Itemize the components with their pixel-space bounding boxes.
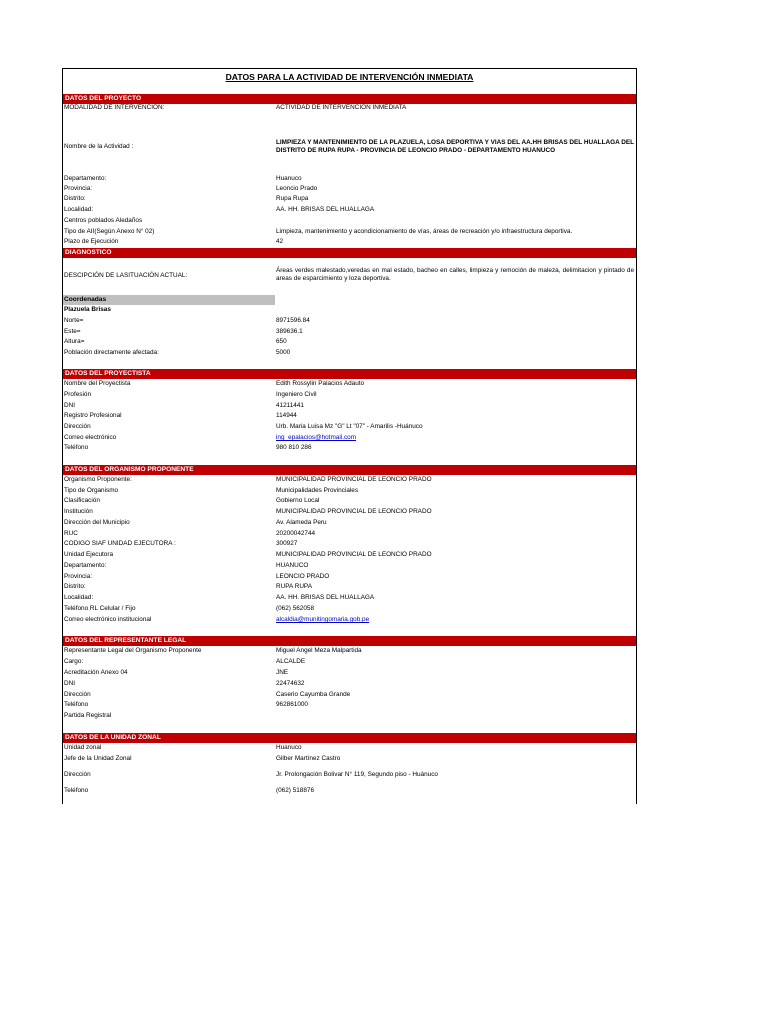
value-tipo-organismo: Municipalidades Provinciales <box>276 487 359 494</box>
value-tipo-aii: Limpieza, mantenimiento y acondicionamiento de vías, áreas de recreación y/o infraestructura deportiva. <box>276 228 573 235</box>
value-descripcion: Áreas verdes malestado,veredas en mal estado, bacheo en calles, limpieza y remoción de maleza, delimitacion y pintado de areas de esparcimiento y loza deportiva. <box>276 267 634 282</box>
email-link-proyectista[interactable]: ing_epalacios@hotmail.com <box>276 434 357 441</box>
label-unidad-direccion: Dirección <box>64 771 91 778</box>
form-sheet <box>62 68 637 804</box>
value-profesion: Ingeniero Civil <box>276 391 317 398</box>
label-org-telefono: Teléfono RL Celular / Fijo <box>64 605 136 612</box>
value-direccion-municipio: Av. Alameda Peru <box>276 519 327 526</box>
label-centros-poblados: Centros poblados Aledaños <box>64 217 143 224</box>
coordenadas-header: Coordenadas <box>63 295 275 305</box>
label-org-localidad: Localidad: <box>64 594 94 601</box>
label-provincia: Provincia: <box>64 185 93 192</box>
label-unidad-telefono: Teléfono <box>64 787 89 794</box>
section-header-proyectista: DATOS DEL PROYECTISTA <box>63 369 636 379</box>
label-unidad-ejecutora: Unidad Ejecutora <box>64 551 114 558</box>
label-rep-dni: DNI <box>64 680 76 687</box>
document-title: DATOS PARA LA ACTIVIDAD DE INTERVENCIÓN INMEDIATA <box>225 72 474 82</box>
value-institucion: MUNICIPALIDAD PROVINCIAL DE LEONCIO PRADO <box>276 508 432 515</box>
label-registro: Registro Profesional <box>64 412 122 419</box>
value-jefe-unidad: Gilber Martínez Castro <box>276 755 341 762</box>
label-organismo: Organismo Proponente: <box>64 476 132 483</box>
value-proyectista-direccion: Urb. Maria Luisa Mz "G" Lt "07" - Amarilis -Huánuco <box>276 423 423 430</box>
label-partida: Partida Registral <box>64 712 112 719</box>
label-este: Este= <box>64 328 81 335</box>
value-departamento: Huanuco <box>276 175 302 182</box>
value-distrito: Rupa Rupa <box>276 195 309 202</box>
label-descripcion: DESCIPCIÓN DE LASITUACIÓN ACTUAL: <box>64 272 188 279</box>
value-org-telefono: (062) 562058 <box>276 605 315 612</box>
value-org-provincia: LEONCIO PRADO <box>276 573 330 580</box>
label-tipo-aii: Tipo de AII(Según Anexo N° 02) <box>64 228 155 235</box>
label-profesion: Profesión <box>64 391 91 398</box>
section-header-proyecto: DATOS DEL PROYECTO <box>63 94 636 104</box>
value-organismo: MUNICIPALIDAD PROVINCIAL DE LEONCIO PRADO <box>276 476 432 483</box>
value-nombre-actividad: LIMPIEZA Y MANTENIMIENTO DE LA PLAZUELA, LOSA DEPORTIVA Y VIAS DEL AA.HH BRISAS DEL HUALLAGA DEL DISTRITO DE RUPA RUPA - PROVINCIA DE LEONCIO PRADO - DEPARTAMENTO HUANUCO <box>276 139 634 154</box>
label-proyectista-telefono: Teléfono <box>64 444 89 451</box>
section-header-representante: DATOS DEL REPRESENTANTE LEGAL <box>63 636 636 646</box>
label-org-correo: Correo electrónico institucional <box>64 616 152 623</box>
label-acreditacion: Acreditación Anexo 04 <box>64 669 128 676</box>
value-org-distrito: RUPA RUPA <box>276 583 312 590</box>
label-norte: Norte= <box>64 317 84 324</box>
label-poblacion: Población directamente afectada: <box>64 349 159 356</box>
value-poblacion: 5000 <box>276 349 291 356</box>
section-header-organismo: DATOS DEL ORGANISMO PROPONENTE <box>63 465 636 475</box>
label-jefe-unidad: Jefe de la Unidad Zonal <box>64 755 132 762</box>
value-org-departamento: HUANUCO <box>276 562 309 569</box>
label-proyectista-dni: DNI <box>64 402 76 409</box>
label-rep-telefono: Teléfono <box>64 701 89 708</box>
label-localidad: Localidad: <box>64 206 94 213</box>
label-direccion-municipio: Dirección del Municipio <box>64 519 130 526</box>
label-cargo: Cargo: <box>64 658 84 665</box>
value-clasificacion: Gobierno Local <box>276 497 320 504</box>
label-plazuela: Plazuela Brisas <box>64 306 111 313</box>
value-localidad: AA. HH. BRISAS DEL HUALLAGA <box>276 206 375 213</box>
label-representante: Representante Legal del Organismo Proponente <box>64 647 202 654</box>
section-header-unidad-zonal: DATOS DE LA UNIDAD ZONAL <box>63 733 636 743</box>
value-registro: 114944 <box>276 412 297 419</box>
value-altura: 650 <box>276 338 287 345</box>
label-unidad-zonal: Unidad zonal <box>64 744 102 751</box>
label-altura: Altura= <box>64 338 85 345</box>
label-ruc: RUC <box>64 530 78 537</box>
label-proyectista-correo: Correo electrónico <box>64 434 117 441</box>
value-cargo: ALCALDE <box>276 658 306 665</box>
value-proyectista-telefono: 980 810 286 <box>276 444 312 451</box>
value-rep-direccion: Caserio Cayumba Grande <box>276 691 351 698</box>
label-modalidad: MODALIDAD DE INTERVENCION: <box>64 104 165 111</box>
label-plazo: Plazo de Ejecución <box>64 238 119 245</box>
value-representante: Miguel Angel Meza Malpartida <box>276 647 362 654</box>
value-provincia: Leoncio Prado <box>276 185 318 192</box>
value-ruc: 20200042744 <box>276 530 316 537</box>
label-proyectista-direccion: Dirección <box>64 423 91 430</box>
value-rep-dni: 22474632 <box>276 680 305 687</box>
label-rep-direccion: Dirección <box>64 691 91 698</box>
value-plazo: 42 <box>276 238 284 245</box>
label-distrito: Distrito: <box>64 195 86 202</box>
value-norte: 8971596.84 <box>276 317 310 324</box>
value-modalidad: ACTIVIDAD DE INTERVENCIÓN INMEDIATA <box>276 104 407 111</box>
label-clasificacion: Clasificación <box>64 497 100 504</box>
value-este: 389636.1 <box>276 328 303 335</box>
label-institucion: Institución <box>64 508 93 515</box>
label-proyectista-nombre: Nombre del Proyectista <box>64 380 131 387</box>
value-acreditacion: JNE <box>276 669 289 676</box>
email-link-organismo[interactable]: alcaldia@munitingomaria.gob.pe <box>276 616 370 623</box>
label-departamento: Departamento: <box>64 175 107 182</box>
label-nombre-actividad: Nombre de la Actividad : <box>64 143 134 150</box>
label-tipo-organismo: Tipo de Organismo <box>64 487 119 494</box>
value-siaf: 300927 <box>276 540 298 547</box>
label-org-provincia: Provincia: <box>64 573 93 580</box>
label-siaf: CODIGO SIAF UNIDAD EJECUTORA : <box>64 540 176 547</box>
value-rep-telefono: 962861000 <box>276 701 308 708</box>
value-proyectista-nombre: Edith Rossylin Palacios Adauto <box>276 380 365 387</box>
value-unidad-telefono: (062) 518876 <box>276 787 315 794</box>
label-org-departamento: Departamento: <box>64 562 107 569</box>
section-header-diagnostico: DIAGNOSTICO <box>63 248 636 258</box>
value-proyectista-dni: 41211441 <box>276 402 304 409</box>
value-unidad-direccion: Jr. Prolongación Bolivar N° 119, Segundo piso - Huánuco <box>276 771 438 778</box>
value-unidad-ejecutora: MUNICIPALIDAD PROVINCIAL DE LEONCIO PRADO <box>276 551 432 558</box>
value-unidad-zonal: Huanuco <box>276 744 302 751</box>
label-org-distrito: Distrito: <box>64 583 86 590</box>
value-org-localidad: AA. HH. BRISAS DEL HUALLAGA <box>276 594 375 601</box>
